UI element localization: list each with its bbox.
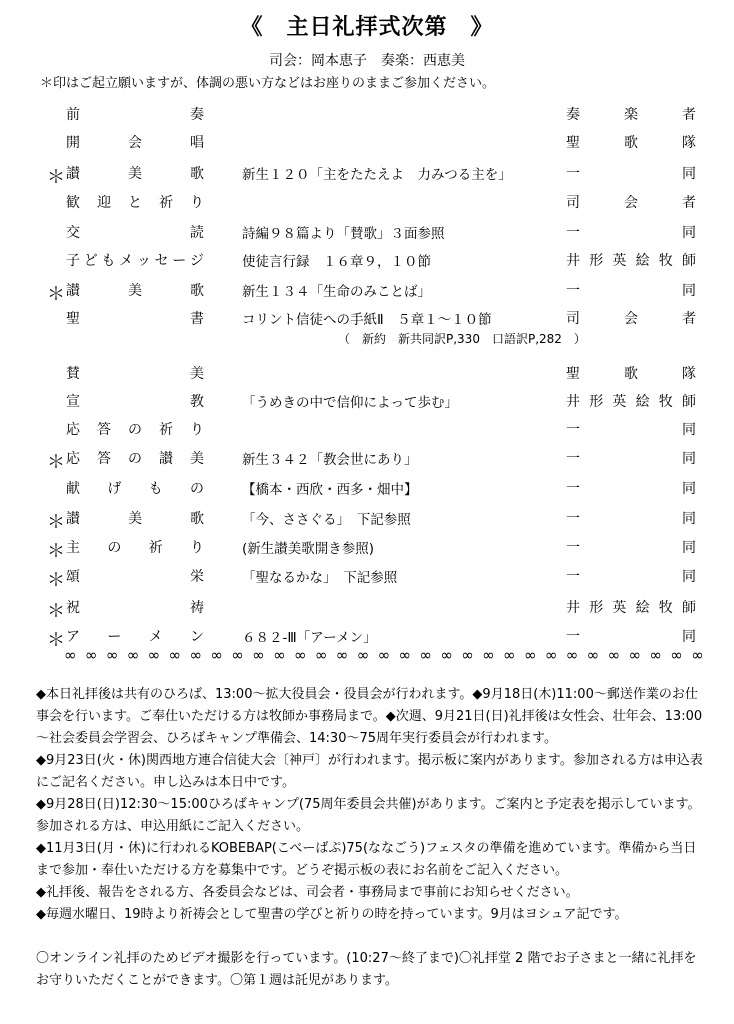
- divider-mark: ∞: [586, 646, 600, 664]
- item-char: の: [128, 422, 142, 438]
- resp-char: 同: [682, 481, 696, 497]
- resp-char: 牧: [658, 600, 673, 616]
- item-char: 答: [97, 422, 111, 438]
- program-content: 詩編９８篇より「賛歌」３面参照: [242, 226, 445, 242]
- program-item-label: [66, 308, 204, 328]
- resp-char: 司: [566, 311, 580, 327]
- resp-char: 一: [566, 629, 580, 645]
- divider-mark: ∞: [649, 646, 662, 664]
- standing-notice: ＊印はご起立願いますが、体調の悪い方などはお座りのままご参加ください。: [40, 76, 496, 91]
- divider-mark: ∞: [523, 646, 537, 664]
- program-item-label: [66, 508, 204, 528]
- divider-mark: ∞: [64, 646, 77, 664]
- stand-mark: ＊: [47, 630, 65, 651]
- item-char: 読: [190, 225, 204, 241]
- item-char: ン: [189, 629, 204, 645]
- item-char: 美: [190, 451, 204, 467]
- program-row: [0, 274, 734, 305]
- stand-mark: ＊: [47, 452, 65, 473]
- program-content: コリント信徒への手紙Ⅱ ５章１～１０節: [242, 312, 492, 328]
- resp-char: 歌: [624, 135, 638, 151]
- page-title: 《 主日礼拝式次第 》: [240, 15, 494, 40]
- program-item-label: [66, 566, 204, 586]
- program-responsible: [566, 222, 696, 242]
- item-char: 応: [66, 422, 80, 438]
- resp-char: 形: [589, 253, 604, 269]
- bible-reference: （ 新約 新共同訳P,330 口語訳P,282 ）: [338, 332, 586, 346]
- program-content: 使徒言行録 １６章９，１０節: [242, 254, 431, 270]
- program-responsible: [566, 163, 696, 183]
- program-item-label: [66, 192, 204, 212]
- announcement-paragraph: ◆本日礼拝後は共有のひろば、13:00～拡大役員会・役員会が行われます。◆9月18日(木)11:00～郵送作業のお仕事会を行います。ご奉仕いただける方は牧師か事務局まで。◆次週、9月21日(日)礼拝後は女性会、壮年会、13:00～社会委員会学習会、ひろばキャンプ準備会、14:30～75周年実行委員会が行われます。: [36, 687, 703, 746]
- program-row: [0, 216, 734, 242]
- resp-char: 者: [682, 311, 696, 327]
- item-char: 会: [128, 135, 142, 151]
- resp-char: 聖: [566, 366, 580, 382]
- item-char: 迎: [97, 195, 111, 211]
- resp-char: 井: [566, 394, 580, 410]
- resp-char: 一: [566, 451, 580, 467]
- program-responsible: [566, 626, 696, 646]
- program-row: [0, 531, 734, 562]
- item-char: り: [190, 422, 204, 438]
- divider-mark: ∞: [377, 646, 391, 664]
- resp-char: 絵: [635, 394, 650, 410]
- announcement-paragraph: [36, 926, 708, 948]
- item-char: 書: [190, 311, 204, 327]
- program-responsible: [566, 537, 696, 557]
- item-char: 讃: [159, 451, 173, 467]
- announcement-paragraph: ◆9月23日(火・休)関西地方連合信徒大会〔神戸〕が行われます。掲示板に案内があります。参加される方は申込表にご記名ください。申し込みは本日中です。: [36, 753, 703, 790]
- program-content: 新生３４２「教会世にあり」: [242, 452, 418, 468]
- stand-mark: ＊: [47, 167, 65, 188]
- program-row: [0, 442, 734, 473]
- program-responsible: [566, 448, 696, 468]
- item-char: 献: [66, 481, 80, 497]
- resp-char: 師: [681, 600, 696, 616]
- program-row: [0, 98, 734, 124]
- divider-mark: ∞: [628, 646, 641, 664]
- item-char: メ: [119, 253, 134, 269]
- program-item-label: [66, 132, 204, 152]
- program-item-label: [66, 597, 204, 617]
- resp-char: 英: [612, 253, 627, 269]
- divider-mark: ∞: [314, 646, 328, 664]
- item-char: 祈: [159, 422, 173, 438]
- resp-char: 同: [682, 540, 696, 556]
- program-row: [0, 186, 734, 212]
- item-char: ど: [83, 253, 98, 269]
- divider-mark: ∞: [503, 646, 516, 664]
- program-item-label: [66, 104, 204, 124]
- program-content: ６８２-Ⅲ「アーメン」: [242, 630, 377, 646]
- resp-char: 牧: [658, 253, 673, 269]
- item-char: 祝: [66, 600, 80, 616]
- divider-mark: ∞: [210, 646, 223, 664]
- resp-char: 一: [566, 511, 580, 527]
- resp-char: 英: [612, 600, 627, 616]
- item-char: と: [128, 195, 142, 211]
- program-content: 新生１３４「生命のみことば」: [242, 284, 431, 300]
- announcement-paragraph: ◆9月28日(日)12:30～15:00ひろばキャンプ(75周年委員会共催)があります。ご案内と予定表を掲示しています。参加される方は、申込用紙にご記入ください。: [36, 797, 701, 834]
- resp-char: 一: [566, 283, 580, 299]
- item-char: 美: [128, 283, 142, 299]
- program-responsible: [566, 419, 696, 439]
- item-char: 歓: [66, 195, 80, 211]
- program-item-label: [66, 250, 204, 270]
- divider-mark: ∞: [544, 646, 558, 664]
- item-char: 歌: [190, 511, 204, 527]
- resp-char: 同: [682, 283, 696, 299]
- resp-char: 同: [682, 451, 696, 467]
- divider-mark: ∞: [231, 646, 244, 664]
- item-char: メ: [148, 629, 163, 645]
- resp-char: 会: [624, 311, 638, 327]
- divider-mark: ∞: [691, 646, 704, 664]
- officiants-line: 司会：岡本恵子 奏楽：西恵美: [269, 53, 465, 69]
- announcement-paragraph: ◆毎週水曜日、19時より祈祷会として聖書の学びと祈りの時を持っています。9月はヨシュア記です。: [36, 907, 628, 922]
- program-item-label: [66, 537, 204, 557]
- resp-char: 者: [682, 107, 696, 123]
- item-char: 開: [66, 135, 80, 151]
- item-char: 祈: [148, 540, 163, 556]
- item-char: 頌: [66, 569, 80, 585]
- program-responsible: [566, 132, 696, 152]
- resp-char: 同: [682, 629, 696, 645]
- item-char: セ: [154, 253, 169, 269]
- divider-mark: ∞: [105, 646, 119, 664]
- item-char: 応: [66, 451, 80, 467]
- program-row: [0, 126, 734, 152]
- announcement-paragraph: 〇オンライン礼拝のためビデオ撮影を行っています。(10:27～終了まで)〇礼拝堂 2 階でお子さまと一緒に礼拝をお守りいただくことができます。〇第１週は託児があります。: [36, 951, 697, 988]
- item-char: 唱: [190, 135, 204, 151]
- resp-char: 一: [566, 422, 580, 438]
- item-char: 前: [66, 107, 80, 123]
- program-item-label: [66, 280, 204, 300]
- item-char: 聖: [66, 311, 80, 327]
- item-char: 祈: [159, 195, 173, 211]
- divider-mark: ∞: [293, 646, 307, 664]
- resp-char: 一: [566, 481, 580, 497]
- program-content: 「聖なるかな」 下記参照: [242, 570, 398, 586]
- resp-char: 一: [566, 166, 580, 182]
- item-char: 教: [190, 394, 204, 410]
- resp-char: 司: [566, 195, 580, 211]
- resp-char: 同: [682, 166, 696, 182]
- stand-mark: ＊: [47, 512, 65, 533]
- program-row: [0, 302, 734, 328]
- program-responsible: [566, 192, 696, 212]
- item-char: も: [148, 481, 163, 497]
- resp-char: 同: [682, 511, 696, 527]
- program-row: [0, 357, 734, 383]
- item-char: 讃: [66, 511, 80, 527]
- divider-mark: ∞: [565, 646, 579, 664]
- resp-char: 隊: [682, 366, 696, 382]
- divider-mark: ∞: [273, 646, 286, 664]
- resp-char: 同: [682, 422, 696, 438]
- resp-char: 師: [681, 253, 696, 269]
- item-char: ジ: [189, 253, 204, 269]
- divider-mark: ∞: [419, 646, 432, 664]
- program-responsible: [566, 566, 696, 586]
- item-char: ー: [107, 629, 122, 645]
- item-char: 讃: [66, 166, 80, 182]
- item-char: 賛: [66, 366, 80, 382]
- divider-mark: ∞: [147, 646, 161, 664]
- item-char: 栄: [190, 569, 204, 585]
- program-item-label: [66, 419, 204, 439]
- divider-mark: ∞: [252, 646, 265, 664]
- item-char: の: [107, 540, 122, 556]
- program-item-label: [66, 448, 204, 468]
- program-row: [0, 472, 734, 498]
- item-char: 歌: [190, 166, 204, 182]
- resp-char: 会: [624, 195, 638, 211]
- resp-char: 師: [681, 394, 696, 410]
- resp-char: 隊: [682, 135, 696, 151]
- program-item-label: [66, 478, 204, 498]
- item-char: り: [190, 195, 204, 211]
- divider-mark: ∞: [670, 646, 683, 664]
- resp-char: 一: [566, 540, 580, 556]
- divider: [64, 646, 704, 664]
- resp-char: 楽: [624, 107, 638, 123]
- item-char: 主: [66, 540, 80, 556]
- program-responsible: [566, 391, 696, 411]
- program-item-label: [66, 626, 204, 646]
- stand-mark: ＊: [47, 541, 65, 562]
- program-row: [0, 591, 734, 622]
- resp-char: 同: [682, 225, 696, 241]
- divider-mark: ∞: [84, 646, 98, 664]
- resp-char: 絵: [635, 600, 650, 616]
- resp-char: 一: [566, 569, 580, 585]
- item-char: り: [189, 540, 204, 556]
- program-responsible: [566, 478, 696, 498]
- resp-char: 形: [589, 394, 604, 410]
- stand-mark: ＊: [47, 570, 65, 591]
- item-char: 答: [97, 451, 111, 467]
- resp-char: 者: [682, 195, 696, 211]
- item-char: 讃: [66, 283, 80, 299]
- program-content: 新生１２０「主をたたえよ 力みつる主を」: [242, 167, 512, 183]
- program-row: [0, 502, 734, 533]
- item-char: 奏: [190, 107, 204, 123]
- resp-char: 絵: [635, 253, 650, 269]
- program-content: (新生讃美歌開き参照): [242, 541, 375, 557]
- resp-char: 奏: [566, 107, 580, 123]
- program-row: [0, 385, 734, 411]
- announcements: [36, 684, 708, 992]
- resp-char: 歌: [624, 366, 638, 382]
- announcement-paragraph: ◆礼拝後、報告をされる方、各委員会などは、司会者・事務局まで事前にお知らせください。: [36, 885, 579, 900]
- program-item-label: [66, 163, 204, 183]
- stand-mark: ＊: [47, 284, 65, 305]
- program-content: 「うめきの中で信仰によって歩む」: [242, 395, 458, 411]
- item-char: ア: [66, 629, 80, 645]
- item-char: の: [128, 451, 142, 467]
- divider-mark: ∞: [482, 646, 495, 664]
- item-char: 祷: [190, 600, 204, 616]
- program-responsible: [566, 508, 696, 528]
- announcement-paragraph: ◆11月3日(月・休)に行われるKOBEBAP(こべーばぷ)75(ななごう)フェスタの準備を進めています。準備から当日まで参加・奉仕いただける方を募集中です。どうぞ掲示板の表にお名前をご記入ください。: [36, 841, 697, 878]
- program-content: 【橋本・西欣・西多・畑中】: [242, 482, 418, 498]
- item-char: 子: [66, 253, 80, 269]
- divider-mark: ∞: [607, 646, 621, 664]
- divider-mark: ∞: [335, 646, 349, 664]
- item-char: の: [189, 481, 204, 497]
- program-responsible: [566, 363, 696, 383]
- program-content: 「今、ささぐる」 下記参照: [242, 512, 411, 528]
- program-item-label: [66, 222, 204, 242]
- stand-mark: ＊: [47, 601, 65, 622]
- program-responsible: [566, 250, 696, 270]
- resp-char: 一: [566, 225, 580, 241]
- resp-char: 同: [682, 569, 696, 585]
- item-char: 交: [66, 225, 80, 241]
- item-char: 美: [128, 511, 142, 527]
- program-row: [0, 560, 734, 591]
- program-responsible: [566, 104, 696, 124]
- program-row: [0, 620, 734, 651]
- item-char: げ: [107, 481, 122, 497]
- program-responsible: [566, 597, 696, 617]
- program-row: [0, 157, 734, 188]
- resp-char: 英: [612, 394, 627, 410]
- divider-mark: ∞: [440, 646, 453, 664]
- program-responsible: [566, 308, 696, 328]
- divider-mark: ∞: [356, 646, 370, 664]
- divider-mark: ∞: [168, 646, 182, 664]
- program-responsible: [566, 280, 696, 300]
- item-char: も: [101, 253, 116, 269]
- divider-mark: ∞: [398, 646, 411, 664]
- item-char: ッ: [136, 253, 151, 269]
- program-item-label: [66, 363, 204, 383]
- resp-char: 井: [566, 600, 580, 616]
- item-char: 美: [190, 366, 204, 382]
- resp-char: 牧: [658, 394, 673, 410]
- divider-mark: ∞: [126, 646, 140, 664]
- program-item-label: [66, 391, 204, 411]
- resp-char: 聖: [566, 135, 580, 151]
- item-char: 歌: [190, 283, 204, 299]
- resp-char: 井: [566, 253, 580, 269]
- divider-mark: ∞: [461, 646, 474, 664]
- program-row: [0, 413, 734, 439]
- program-row: [0, 244, 734, 270]
- resp-char: 形: [589, 600, 604, 616]
- item-char: 美: [128, 166, 142, 182]
- item-char: ー: [172, 253, 187, 269]
- item-char: 宣: [66, 394, 80, 410]
- divider-mark: ∞: [189, 646, 202, 664]
